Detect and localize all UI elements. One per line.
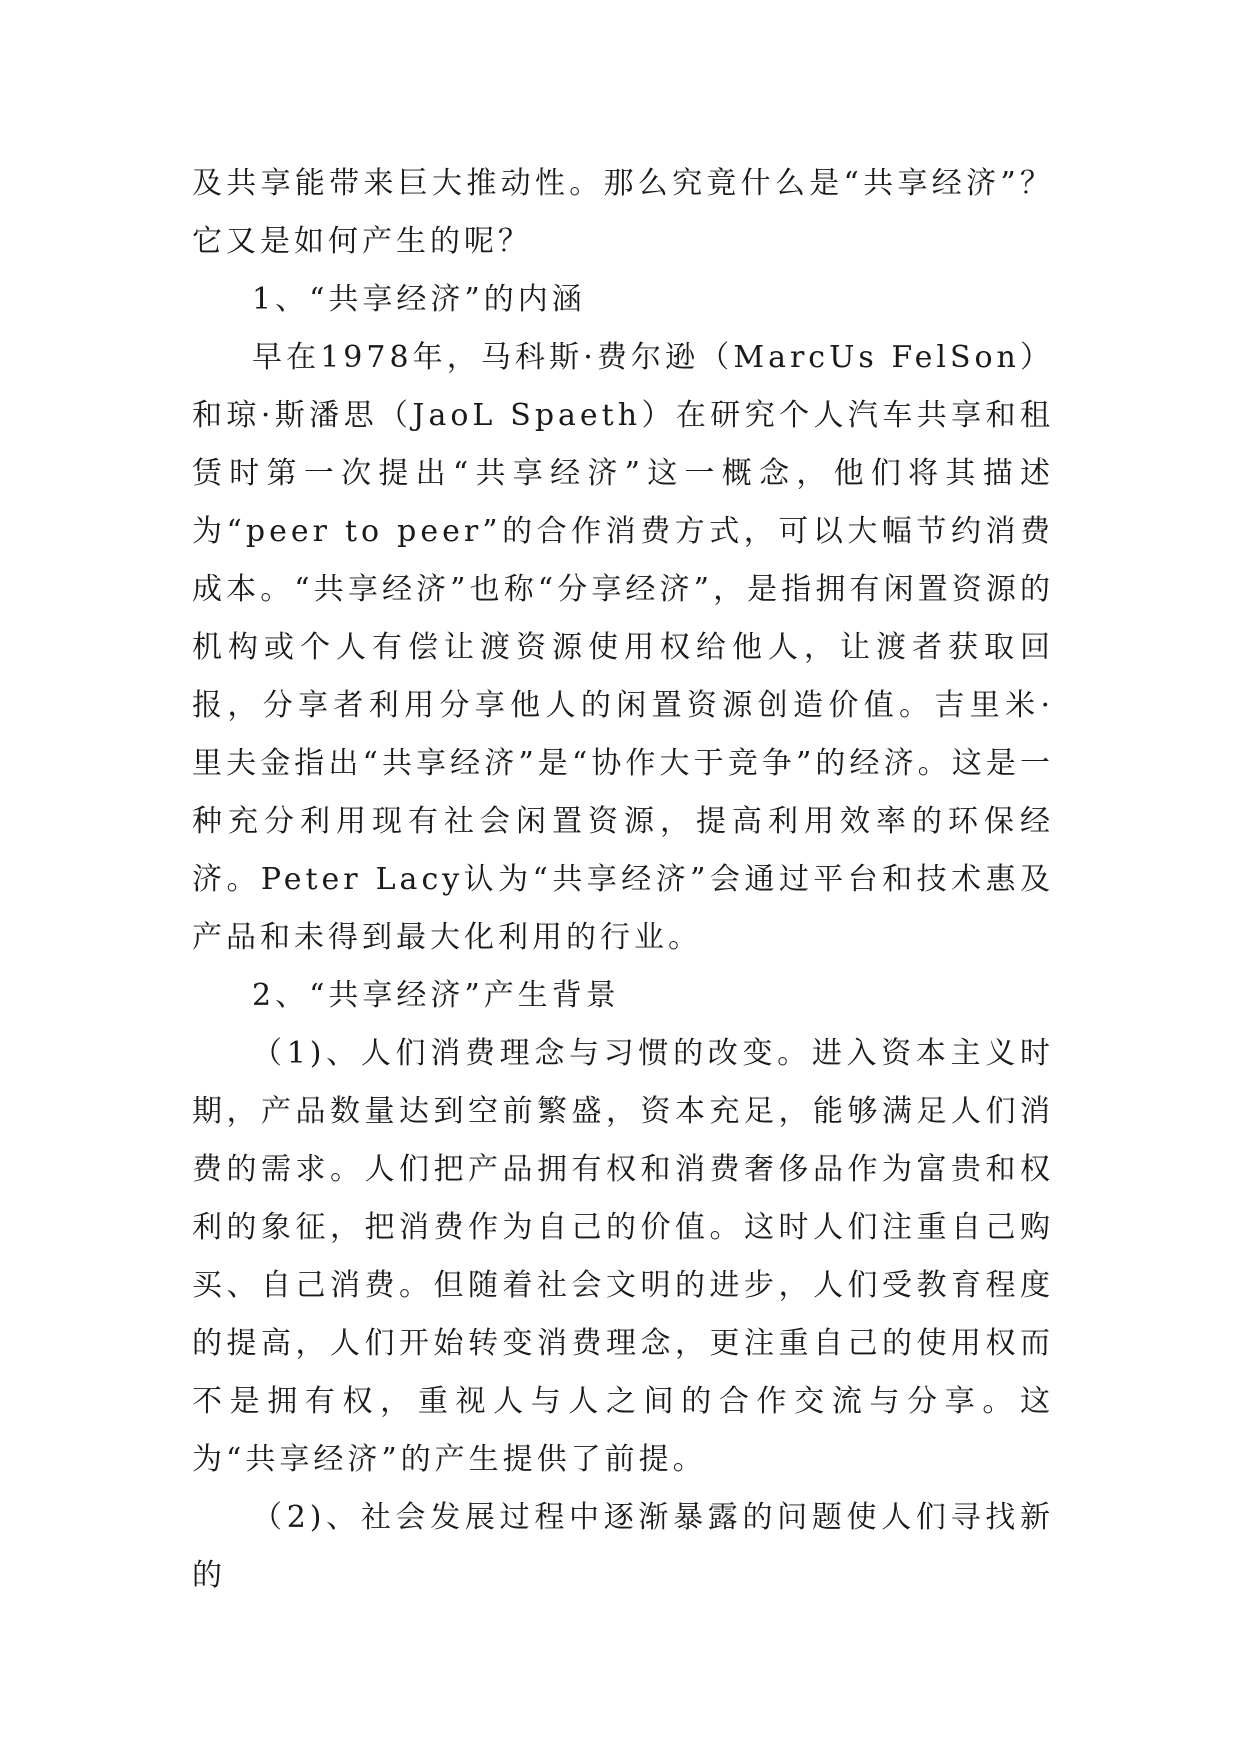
paragraph-background-2: （2)、社会发展过程中逐渐暴露的问题使人们寻找新的 xyxy=(192,1500,1054,1593)
paragraph-intro: 及共享能带来巨大推动性。那么究竟什么是“共享经济”？它又是如何产生的呢？ xyxy=(192,166,1054,259)
paragraph-connotation: 早在1978年，马科斯·费尔逊（MarcUs FelSon）和琼·斯潘思（JaoL Spaeth）在研究个人汽车共享和租赁时第一次提出“共享经济”这一概念，他们将其描述为“peer to peer”的合作消费方式，可以大幅节约消费成本。“共享经济”也称“分享经济”，是指拥有闲置资源的机构或个人有偿让渡资源使用权给他人，让渡者获取回报，分享者利用分享他人的闲置资源创造价值。吉里米·里夫金指出“共享经济”是“协作大于竞争”的经济。这是一种充分利用现有社会闲置资源，提高利用效率的环保经济。Peter Lacy认为“共享经济”会通过平台和技术惠及产品和未得到最大化利用的行业。 xyxy=(192,340,1054,955)
document-body xyxy=(192,155,1054,1605)
section-heading-background: 2、“共享经济”产生背景 xyxy=(252,978,620,1013)
section-heading-connotation: 1、“共享经济”的内涵 xyxy=(252,282,586,317)
paragraph-background-1: （1)、人们消费理念与习惯的改变。进入资本主义时期，产品数量达到空前繁盛，资本充足，能够满足人们消费的需求。人们把产品拥有权和消费奢侈品作为富贵和权利的象征，把消费作为自己的价值。这时人们注重自己购买、自己消费。但随着社会文明的进步，人们受教育程度的提高，人们开始转变消费理念，更注重自己的使用权而不是拥有权，重视人与人之间的合作交流与分享。这为“共享经济”的产生提供了前提。 xyxy=(192,1036,1054,1477)
